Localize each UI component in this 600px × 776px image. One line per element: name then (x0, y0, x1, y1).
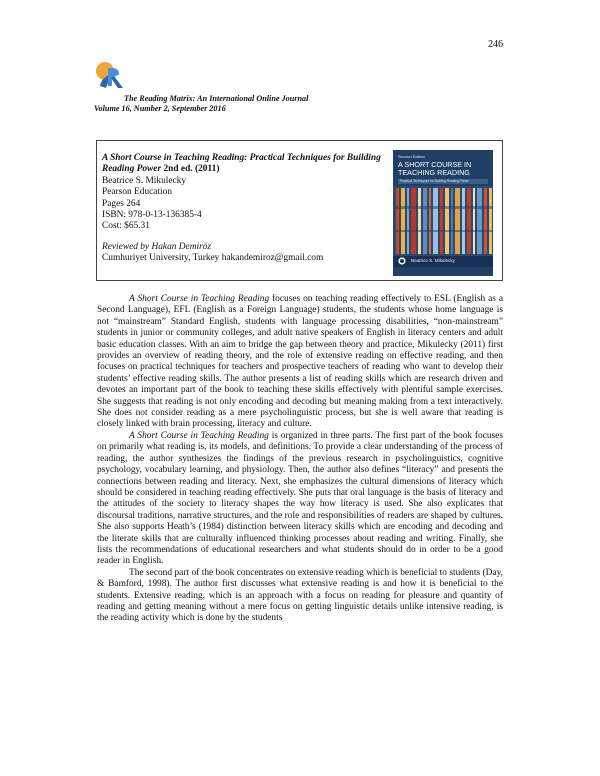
publisher-logo-icon (398, 257, 406, 265)
book-isbn: ISBN: 978-0-13-136385-4 (102, 210, 202, 221)
paragraph-lead: A Short Course in Teaching Reading (129, 430, 269, 441)
paragraph (97, 568, 503, 625)
paragraph (97, 294, 503, 431)
cover-subtitle: Practical Techniques for Building Reading Power (398, 179, 488, 184)
cover-title: A SHORT COURSE IN TEACHING READING (398, 160, 472, 177)
paragraph (97, 431, 503, 568)
book-title: A Short Course in Teaching Reading: Practical Techniques for Building Reading Power (102, 153, 381, 175)
review-info-box (96, 140, 503, 281)
book-edition: 2nd ed. (2011) (163, 164, 220, 175)
paragraph-text: focuses on teaching reading effectively to ESL (English as a Second Language), EFL (English as a Foreign Language) students, the students whose home language is not “mainstream” Standard English, students with language processing disabilities, “non-mainstream” students in junior or community colleges, and adult native speakers of English in literacy centers and adult basic education classes. With an aim to bridge the gap between theory and practice, Mikulecky (2011) first provides an overview of reading theory, and the role of extensive reading on effective reading, and then focuses on practical techniques for teachers and prospective teachers of reading who want to develop their students’ effective reading skills. The author presents a list of reading skills which are research driven and devotes an important part of the book to teaching these skills effectively with plentiful sample exercises. She suggests that reading is not only encoding and decoding but meaning making from a text interactively. She does not consider reading as a mere psycholinguistic process, but she is well aware that reading is closely linked with brain processing, literacy and culture. (97, 294, 503, 430)
paragraph-lead: A Short Course in Teaching Reading (129, 294, 270, 304)
book-cover-image (393, 150, 493, 276)
reviewer-name: Reviewed by Hakan Demiröz (102, 241, 212, 252)
review-details (102, 153, 382, 265)
paragraph-text: The second part of the book concentrates on extensive reading which is beneficial to students (Day, & Bamford, 1998). The author first discusses what extensive reading is and how it is beneficial to the students. Extensive reading, which is an approach with a focus on reading for pleasure and quantity of reading and getting meaning without a mere focus on getting linguistic details unlike intensive reading, is the reading activity which is done by the students (97, 567, 503, 624)
cover-author: Beatrice S. Mikulecky (411, 258, 455, 263)
book-author: Beatrice S. Mikulecky (102, 175, 187, 186)
cover-pattern (393, 186, 493, 256)
page-number: 246 (488, 39, 503, 50)
book-cost: Cost: $65.31 (102, 221, 150, 232)
journal-name: The Reading Matrix: An International Online Journal (124, 94, 309, 103)
journal-header (94, 94, 309, 114)
journal-volume: Volume 16, Number 2, September 2016 (94, 104, 226, 113)
cover-edition-tag: Second Edition (398, 154, 425, 159)
book-pages: Pages 264 (102, 198, 141, 209)
paragraph-text: is organized in three parts. The first part of the book focuses on primarily what reading is, its models, and definitions. To provide a clear understanding of the process of reading, the author synthesizes the findings of the previous research in psycholinguistics, cognitive psychology, vocabulary learning, and physiology. Then, the author also defines “literacy” and presents the connections between reading and literacy. Next, she emphasizes the cultural dimensions of literacy which should be considered in teaching reading effectively. She puts that oral language is the basis of literacy and the attitudes of the society to literacy shapes the way how literacy is used. She also explicates that discoursal traditions, narrative structures, and the role and responsibilities of readers are shaped by cultures. She also supports Heath’s (1984) distinction between literacy skills which are encoding and decoding and the literate skills that are culturally influenced thinking processes about reading and writing. Finally, she lists the recommendations of educational researchers and what students should do in order to be a good reader in English. (97, 430, 503, 567)
review-body (97, 294, 503, 625)
journal-logo (94, 62, 128, 92)
reviewer-affiliation: Cumhuriyet University, Turkey hakandemiroz@gmail.com (102, 253, 324, 264)
book-publisher: Pearson Education (102, 187, 173, 198)
